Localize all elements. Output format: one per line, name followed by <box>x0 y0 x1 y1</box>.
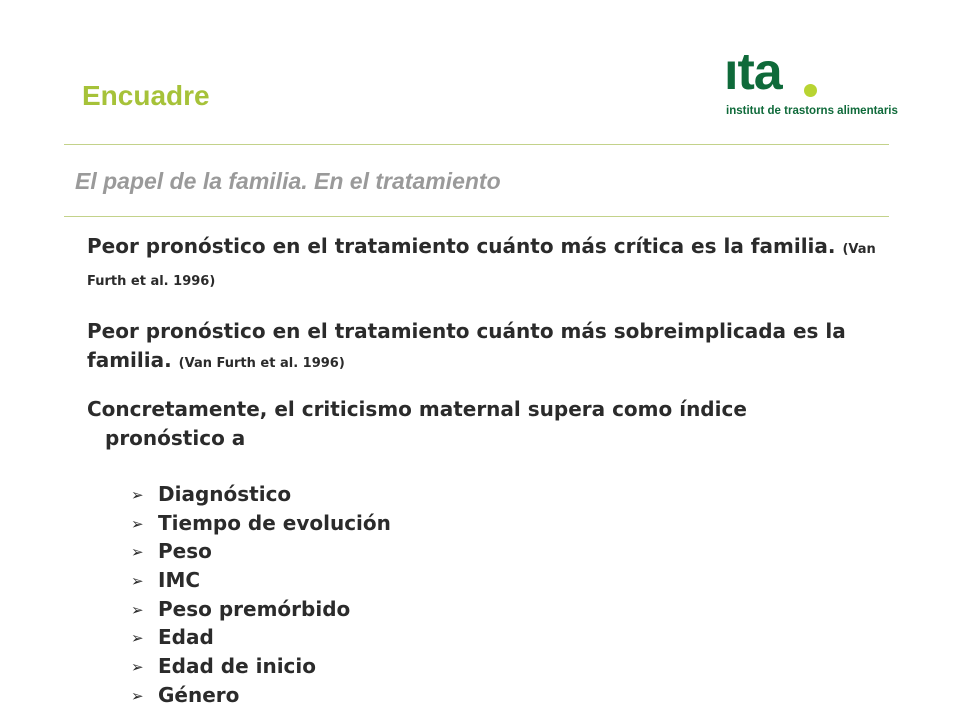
arrow-right-icon: ➢ <box>131 658 144 677</box>
paragraph-overinvolved-family <box>87 317 887 378</box>
list-item <box>131 595 391 624</box>
list-item-label: Peso <box>158 539 212 564</box>
paragraph-critical-family <box>87 232 887 296</box>
logo-wordmark: ıta <box>724 43 782 101</box>
slide-subtitle: El papel de la familia. En el tratamiento <box>75 168 501 194</box>
subtitle-divider <box>64 216 889 217</box>
arrow-right-icon: ➢ <box>131 629 144 648</box>
list-item-label: Diagnóstico <box>158 482 292 506</box>
arrow-right-icon: ➢ <box>131 514 144 533</box>
list-item-label: Género <box>158 682 240 707</box>
list-item-label: IMC <box>158 568 201 593</box>
arrow-right-icon: ➢ <box>131 600 144 619</box>
list-item-label: Edad <box>158 625 214 650</box>
ita-logo <box>724 43 898 120</box>
list-item <box>131 509 391 538</box>
paragraph-text: Peor pronóstico en el tratamiento cuánto más crítica es la familia. <box>87 234 836 258</box>
slide-title: Encuadre <box>82 80 210 111</box>
list-item <box>131 566 391 595</box>
arrow-right-icon: ➢ <box>131 486 144 504</box>
conclusion-line-2: pronóstico a <box>105 426 246 450</box>
logo-tagline: institut de trastorns alimentaris <box>726 105 898 117</box>
list-item <box>131 537 391 566</box>
prognostic-factor-list <box>131 480 391 710</box>
conclusion-line-1: Concretamente, el criticismo maternal supera como índice <box>87 397 747 421</box>
citation: (Van Furth et al. 1996) <box>178 356 345 371</box>
list-item-label: Tiempo de evolución <box>158 510 391 535</box>
list-item <box>131 652 391 681</box>
paragraph-maternal-criticism <box>87 395 887 453</box>
logo-dot <box>804 84 817 97</box>
list-item <box>131 681 391 710</box>
list-item-label: Edad de inicio <box>158 654 316 679</box>
arrow-right-icon: ➢ <box>131 572 144 591</box>
top-divider <box>64 144 889 145</box>
arrow-right-icon: ➢ <box>131 543 144 562</box>
arrow-right-icon: ➢ <box>131 686 144 705</box>
citation: (Van Furth et al. 1996) <box>87 242 876 289</box>
paragraph-text: Peor pronóstico en el tratamiento cuánto más sobreimplicada es la familia. <box>87 319 846 372</box>
list-item-label: Peso premórbido <box>158 596 351 621</box>
list-item <box>131 480 391 509</box>
list-item <box>131 623 391 652</box>
